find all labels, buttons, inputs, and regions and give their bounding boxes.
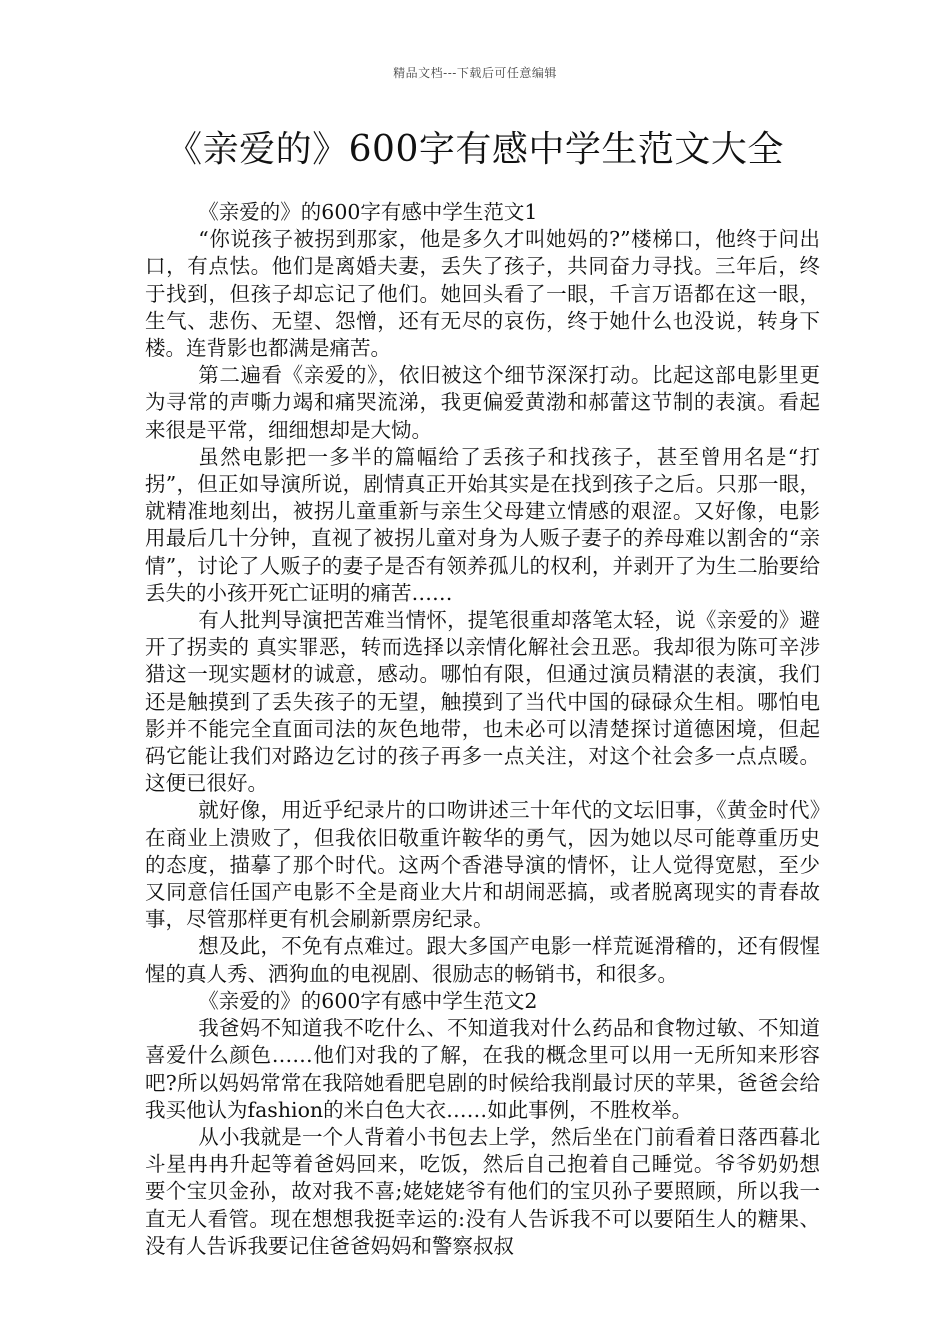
paragraph: 就好像，用近乎纪录片的口吻讲述三十年代的文坛旧事，《黄金时代》在商业上溃败了，但我依旧敬重许鞍华的勇气，因为她以尽可能尊重历史的态度，描摹了那个时代。这两个香港导演的情怀，让人觉得宽慰，至少又同意信任国产电影不全是商业大片和胡闹恶搞，或者脱离现实的青春故事，尽管那样更有机会刷新票房纪录。 <box>145 798 820 932</box>
paragraph: 想及此，不免有点难过。跟大多国产电影一样荒诞滑稽的，还有假惺惺的真人秀、洒狗血的电视剧、很励志的畅销书，和很多。 <box>145 934 820 986</box>
paragraph: “你说孩子被拐到那家，他是多久才叫她妈的?”楼梯口，他终于问出口，有点怯。他们是离婚夫妻，丢失了孩子，共同奋力寻找。三年后，终于找到，但孩子却忘记了他们。她回头看了一眼，千言万语都在这一眼，生气、悲伤、无望、怨憎，还有无尽的哀伤，终于她什么也没说，转身下楼。连背影也都满是痛苦。 <box>145 227 820 361</box>
paragraph: 从小我就是一个人背着小书包去上学，然后坐在门前看着日落西暮北斗星冉冉升起等着爸妈回来，吃饭，然后自己抱着自己睡觉。爷爷奶奶想要个宝贝金孙，故对我不喜;姥姥姥爷有他们的宝贝孙子要照顾，所以我一直无人看管。现在想想我挺幸运的:没有人告诉我不可以要陌生人的糖果、没有人告诉我要记住爸爸妈妈和警察叔叔 <box>145 1124 820 1258</box>
document-title: 《亲爱的》600字有感中学生范文大全 <box>166 129 784 170</box>
paragraph: 我爸妈不知道我不吃什么、不知道我对什么药品和食物过敏、不知道喜爱什么颜色……他们对我的了解，在我的概念里可以用一无所知来形容吧?所以妈妈常常在我陪她看肥皂剧的时候给我削最讨厌的苹果，爸爸会给我买他认为fashion的米白色大衣……如此事例，不胜枚举。 <box>145 1016 820 1122</box>
section-heading-1: 《亲爱的》的600字有感中学生范文1 <box>198 200 538 224</box>
paragraph: 虽然电影把一多半的篇幅给了丢孩子和找孩子，甚至曾用名是“打拐”，但正如导演所说，剧情真正开始其实是在找到孩子之后。只那一眼，就精准地刻出，被拐儿童重新与亲生父母建立情感的艰涩。又好像，电影用最后几十分钟，直视了被拐儿童对身为人贩子妻子的养母难以割舍的“亲情”，讨论了人贩子的妻子是否有领养孤儿的权利，并剥开了为生二胎要给丢失的小孩开死亡证明的痛苦…… <box>145 444 820 605</box>
header-note: 精品文档---下载后可任意编辑 <box>393 66 557 80</box>
section-heading-2: 《亲爱的》的600字有感中学生范文2 <box>198 988 538 1013</box>
document-body <box>145 199 820 1260</box>
paragraph: 有人批判导演把苦难当情怀，提笔很重却落笔太轻，说《亲爱的》避开了拐卖的 真实罪恶，转而选择以亲情化解社会丑恶。我却很为陈可辛涉猎这一现实题材的诚意，感动。哪怕有限，但通过演员精湛的表演，我们还是触摸到了丢失孩子的无望，触摸到了当代中国的碌碌众生相。哪怕电影并不能完全直面司法的灰色地带，也未必可以清楚探讨道德困境，但起码它能让我们对路边乞讨的孩子再多一点关注，对这个社会多一点点暖。这便已很好。 <box>145 608 820 796</box>
paragraph: 第二遍看《亲爱的》，依旧被这个细节深深打动。比起这部电影里更为寻常的声嘶力竭和痛哭流涕，我更偏爱黄渤和郝蕾这节制的表演。看起来很是平常，细细想却是大恸。 <box>145 363 820 442</box>
